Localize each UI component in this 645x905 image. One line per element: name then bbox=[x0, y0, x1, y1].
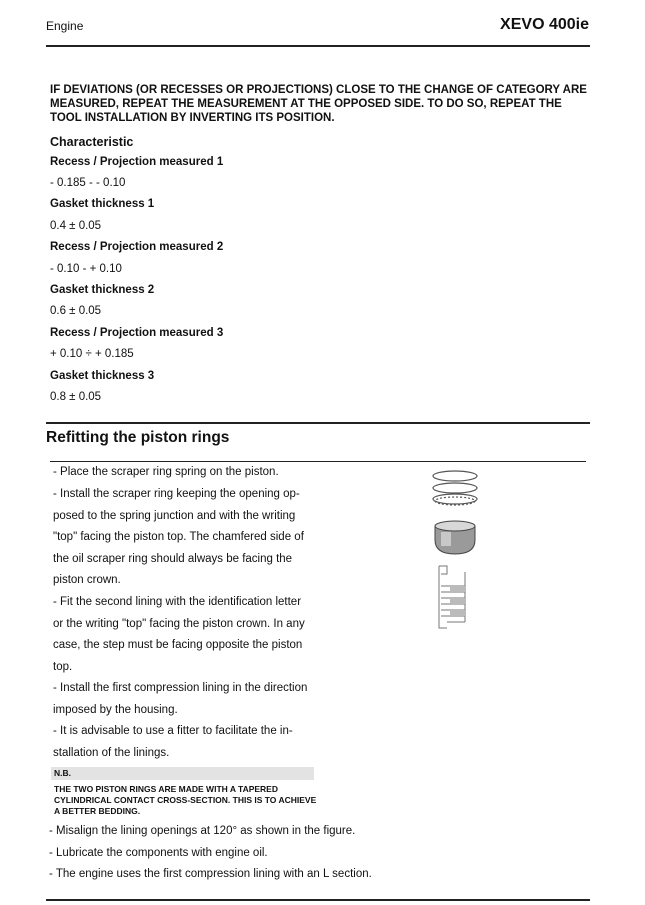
paragraph-line: - Install the scraper ring keeping the opening op- bbox=[53, 488, 300, 500]
warning-text: IF DEVIATIONS (OR RECESSES OR PROJECTIONS) CLOSE TO THE CHANGE OF CATEGORY ARE MEASURED, REPEAT THE MEASUREMENT AT THE OPPOSED SIDE. TO DO SO, REPEAT THE TOOL INSTALLATION BY INVERTING ITS POSITION. bbox=[50, 84, 587, 124]
characteristic-title: Characteristic bbox=[50, 135, 134, 149]
spec-value: 0.6 ± 0.05 bbox=[50, 305, 102, 317]
spec-label: Recess / Projection measured 2 bbox=[50, 241, 224, 253]
spec-label: Recess / Projection measured 3 bbox=[50, 327, 224, 339]
section-divider bbox=[46, 422, 590, 424]
spec-label: Gasket thickness 3 bbox=[50, 370, 155, 382]
nb-background bbox=[51, 767, 314, 780]
nb-text: THE TWO PISTON RINGS ARE MADE WITH A TAPERED CYLINDRICAL CONTACT CROSS-SECTION. THIS IS TO ACHIEVE A BETTER BEDDING. bbox=[54, 784, 317, 816]
spec-value: - 0.185 - - 0.10 bbox=[50, 177, 126, 189]
spec-label: Recess / Projection measured 1 bbox=[50, 156, 224, 168]
piston-rings-figure bbox=[425, 468, 485, 633]
header-model-name: XEVO 400ie bbox=[500, 16, 589, 33]
bullet-item: - Lubricate the components with engine oil. bbox=[49, 847, 268, 859]
paragraph-line: - It is advisable to use a fitter to facilitate the in- bbox=[53, 725, 293, 737]
paragraph-line: - Place the scraper ring spring on the piston. bbox=[53, 466, 279, 478]
paragraph-line: piston crown. bbox=[53, 574, 121, 586]
paragraph-line: stallation of the linings. bbox=[53, 747, 170, 759]
spec-value: + 0.10 ÷ + 0.185 bbox=[50, 348, 134, 360]
paragraph-line: or the writing "top" facing the piston crown. In any bbox=[53, 618, 305, 630]
bullet-item: - The engine uses the first compression lining with an L section. bbox=[49, 868, 372, 880]
nb-label: N.B. bbox=[54, 768, 71, 778]
spec-label: Gasket thickness 2 bbox=[50, 284, 155, 296]
header-section-name: Engine bbox=[46, 19, 84, 33]
paragraph-line: case, the step must be facing opposite the piston bbox=[53, 639, 303, 651]
paragraph-line: top. bbox=[53, 661, 73, 673]
paragraph-line: posed to the spring junction and with the writing bbox=[53, 510, 296, 522]
paragraph-line: - Install the first compression lining in the direction bbox=[53, 682, 308, 694]
spec-value: 0.8 ± 0.05 bbox=[50, 391, 102, 403]
header-divider bbox=[46, 45, 590, 47]
spec-value: - 0.10 - + 0.10 bbox=[50, 263, 122, 275]
bullet-item: - Misalign the lining openings at 120° as shown in the figure. bbox=[49, 825, 356, 837]
spec-value: 0.4 ± 0.05 bbox=[50, 220, 102, 232]
spec-label: Gasket thickness 1 bbox=[50, 198, 155, 210]
paragraph-line: "top" facing the piston top. The chamfered side of bbox=[53, 531, 304, 543]
paragraph-line: - Fit the second lining with the identification letter bbox=[53, 596, 302, 608]
paragraph-line: the oil scraper ring should always be facing the bbox=[53, 553, 293, 565]
paragraph-line: imposed by the housing. bbox=[53, 704, 178, 716]
section-title: Refitting the piston rings bbox=[46, 429, 230, 446]
footer-divider bbox=[46, 899, 590, 901]
